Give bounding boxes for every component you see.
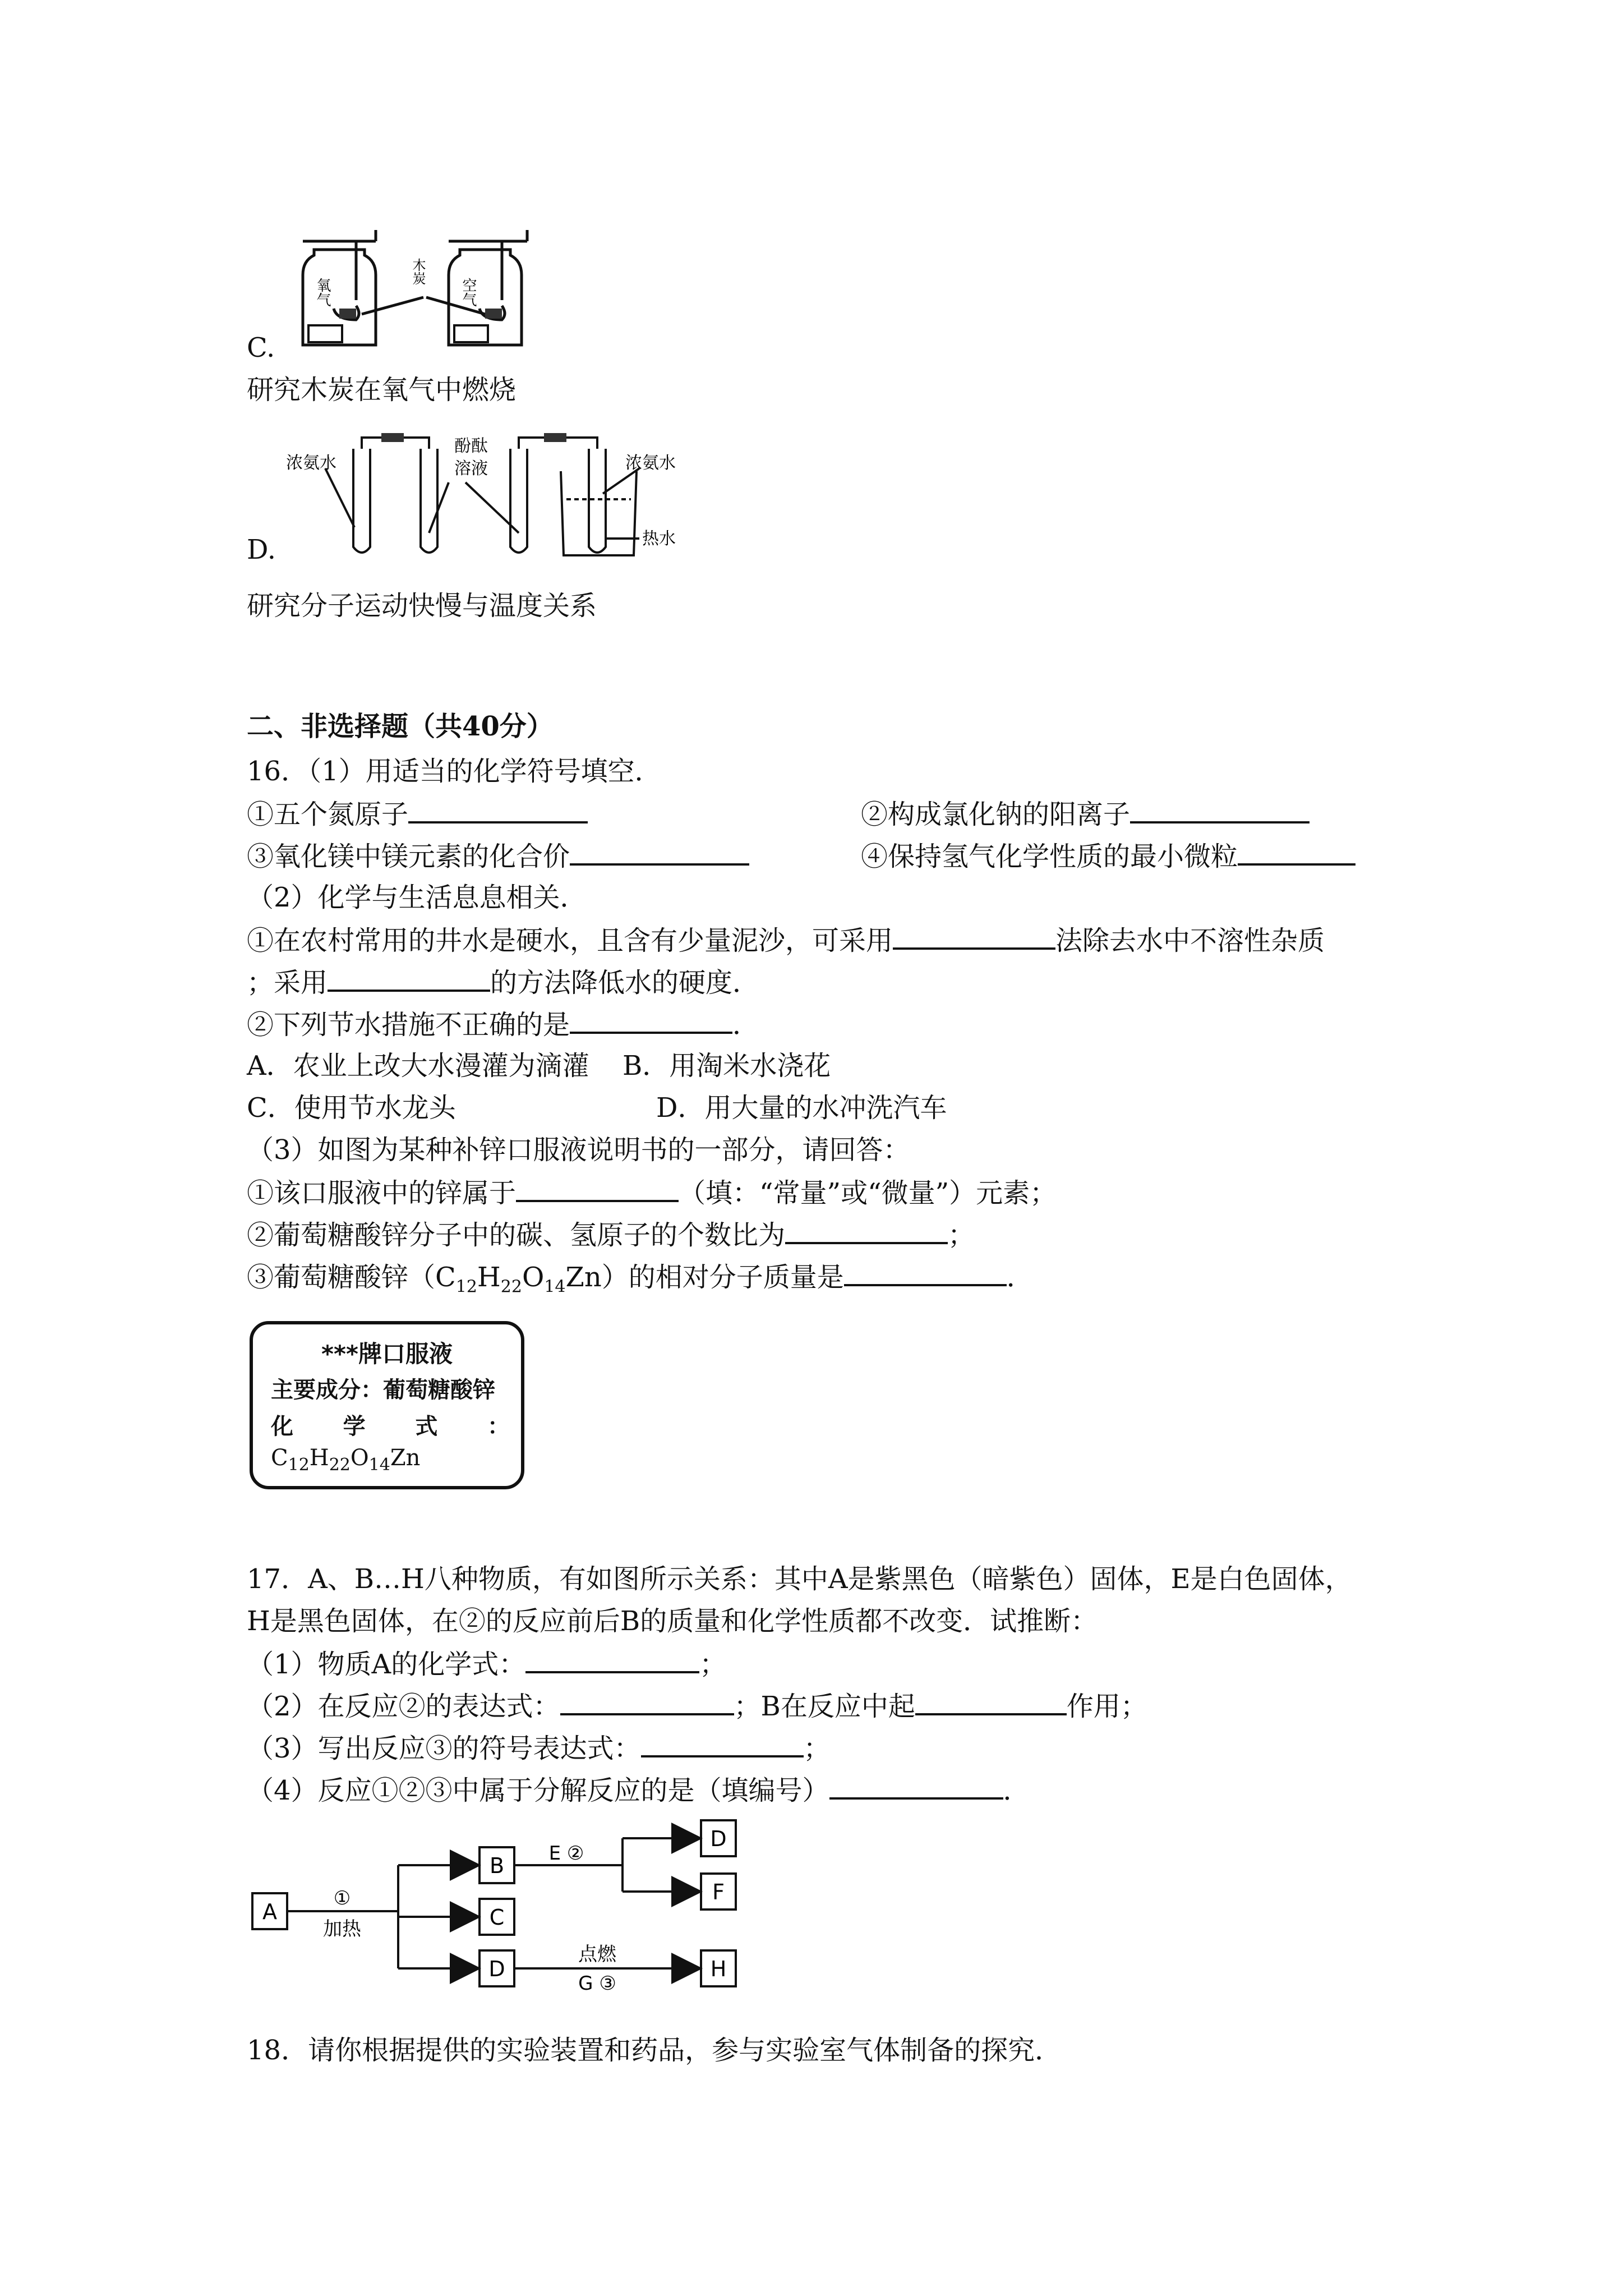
charcoal-combustion-figure: [292, 224, 583, 359]
answer-blank[interactable]: [641, 1731, 804, 1757]
q17-sub-3: （3）写出反应③的符号表达式： ；: [247, 1731, 831, 1765]
ignite-label: 点燃: [578, 1943, 616, 1966]
q16-part-3-3: ③葡萄糖酸锌$(C_{12}H_{22}O_{14}Zn)$的相对分子质量是 ．: [247, 1259, 1034, 1304]
answer-blank[interactable]: [1130, 797, 1310, 823]
q16-option-d: D．用大量的水冲洗汽车: [656, 1092, 947, 1124]
oxygen-label: 氧气: [314, 278, 331, 307]
q16-part-2-1: ①在农村常用的井水是硬水，且含有少量泥沙，可采用 法除去水中不溶性杂质: [247, 923, 1325, 958]
q17-stem-1: 17．A、B…H八种物质，有如图所示关系：其中A是紫黑色（暗紫色）固体，E是白色固体，: [247, 1563, 1352, 1595]
answer-blank[interactable]: [893, 923, 1055, 950]
answer-blank[interactable]: [408, 797, 588, 823]
label-main-ingredient: 主要成分：葡萄糖酸锌: [271, 1377, 495, 1403]
q18-stem: 18．请你根据提供的实验装置和药品，参与实验室气体制备的探究．: [247, 2035, 1062, 2066]
answer-blank[interactable]: [570, 1007, 732, 1034]
box-d-label: D: [488, 1957, 505, 1981]
q16-item-3: ③氧化镁中镁元素的化合价: [247, 839, 749, 873]
option-d-caption: 研究分子运动快慢与温度关系: [247, 590, 597, 622]
option-c-label: C.: [247, 332, 275, 364]
ammonia-label: 浓氨水: [286, 453, 336, 473]
answer-blank[interactable]: [785, 1217, 948, 1244]
box-c-label: C: [489, 1905, 505, 1930]
q16-option-b: B．用淘米水浇花: [623, 1050, 831, 1082]
heat-label: 加热: [323, 1918, 361, 1940]
label-title: ***牌口服液: [321, 1340, 453, 1368]
q16-part-3-2: ②葡萄糖酸锌分子中的碳、氢原子的个数比为 ；: [247, 1217, 975, 1252]
box-a-label: A: [262, 1899, 277, 1924]
hot-water-label: 热水: [642, 529, 676, 549]
ammonia-label-2: 浓氨水: [625, 453, 676, 473]
q16-item-2: ②构成氯化钠的阳离子: [861, 797, 1310, 831]
molecular-motion-figure: [286, 426, 690, 567]
option-c-caption: 研究木炭在氧气中燃烧: [247, 374, 517, 406]
q16-part-2-2: ②下列节水措施不正确的是 ．: [247, 1007, 759, 1042]
q16-part-3-1: ①该口服液中的锌属于 （填：“常量”或“微量”）元素；: [247, 1175, 1057, 1210]
q16-option-a: A．农业上改大水漫灌为滴灌: [247, 1050, 589, 1082]
q16-stem: 16．（1）用适当的化学符号填空．: [247, 756, 662, 787]
answer-blank[interactable]: [570, 839, 749, 866]
q17-sub-1: （1）物质A的化学式： ；: [247, 1646, 726, 1681]
answer-blank[interactable]: [328, 965, 490, 992]
label-formula-heading: 化 学 式 ：: [271, 1414, 510, 1439]
answer-blank[interactable]: [915, 1688, 1067, 1715]
box-b-label: B: [489, 1853, 505, 1878]
section-title: 二、非选择题（共40分）: [247, 711, 554, 742]
answer-blank[interactable]: [1238, 839, 1355, 866]
answer-blank[interactable]: [829, 1773, 1003, 1800]
q17-sub-4: （4）反应①②③中属于分解反应的是（填编号） ．: [247, 1773, 1030, 1807]
reaction-3-label: G ③: [578, 1972, 616, 1994]
reaction-1-label: ①: [333, 1887, 351, 1910]
box-f-label: F: [712, 1880, 725, 1904]
label-formula: $C_{12}H_{22}O_{14}Zn$: [271, 1445, 421, 1475]
answer-blank[interactable]: [516, 1175, 679, 1202]
q17-sub-2: （2）在反应②的表达式： ；B在反应中起 作用；: [247, 1688, 1147, 1723]
oral-liquid-label-box: [250, 1321, 524, 1489]
option-d-label: D.: [247, 534, 276, 565]
box-d2-label: D: [710, 1826, 727, 1851]
reaction-flow-diagram: [247, 1815, 785, 1994]
charcoal-label: 木炭: [410, 258, 426, 285]
q16-item-4: ④保持氢气化学性质的最小微粒: [861, 839, 1355, 873]
answer-blank[interactable]: [560, 1688, 734, 1715]
answer-blank[interactable]: [525, 1646, 699, 1673]
phenolphthalein-label-2: 溶液: [454, 459, 488, 478]
box-h-label: H: [710, 1957, 727, 1981]
reaction-2-label: E ②: [548, 1842, 584, 1865]
q16-option-c: C．使用节水龙头: [247, 1092, 456, 1124]
q16-part-3: （3）如图为某种补锌口服液说明书的一部分，请回答：: [247, 1134, 910, 1166]
q16-part-2-1-cont: ；采用 的方法降低水的硬度．: [247, 965, 759, 1000]
q17-stem-2: H是黑色固体，在②的反应前后B的质量和化学性质都不改变．试推断：: [247, 1605, 1098, 1637]
answer-blank[interactable]: [844, 1259, 1007, 1286]
air-label: 空气: [460, 278, 477, 307]
phenolphthalein-label-1: 酚酞: [454, 436, 488, 456]
q16-item-1: ①五个氮原子: [247, 797, 588, 831]
q16-part-2: （2）化学与生活息息相关．: [247, 882, 587, 913]
